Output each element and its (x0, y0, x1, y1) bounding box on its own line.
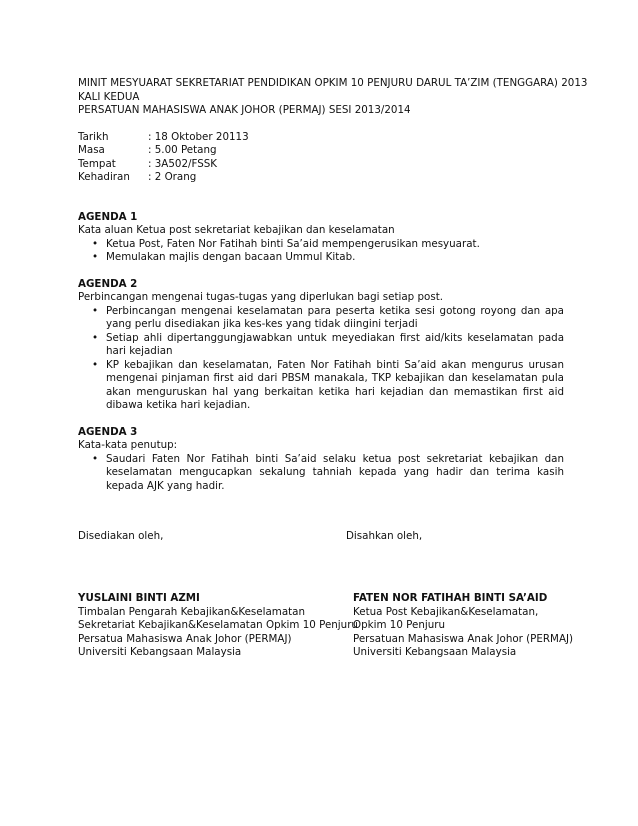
agenda-intro: Kata aluan Ketua post sekretariat kebajikan dan keselamatan (78, 224, 395, 236)
agenda-2 (78, 278, 564, 413)
meta-value: : 5.00 Petang (148, 144, 217, 156)
signature-block-left (78, 592, 358, 660)
meta-label: Tarikh (78, 130, 109, 143)
signatory-title: Timbalan Pengarah Kebajikan&Keselamatan (78, 605, 306, 618)
list-item: • Perbincangan mengenai keselamatan para peserta ketika sesi gotong royong dan apa yang perlu disediakan jika kes-kes yang tidak diingini terjadi (106, 305, 564, 332)
meta-row-place (78, 158, 564, 172)
meta-row-attendance (78, 171, 564, 185)
meta-value: : 2 Orang (148, 171, 197, 183)
signatory-organization: Persatua Mahasiswa Anak Johor (PERMAJ) (78, 632, 292, 645)
list-item: • Memulakan majlis dengan bacaan Ummul Kitab. (106, 251, 564, 265)
approved-by-label: Disahkan oleh, (346, 530, 423, 542)
agenda-heading: AGENDA 1 (78, 210, 138, 223)
agenda-3 (78, 426, 564, 494)
list-item: • Saudari Faten Nor Fatihah binti Sa’aid selaku ketua post sekretariat kebajikan dan keselamatan mengucapkan sekalung tahniah kepada yang hadir dan terima kasih kepada AJK yang hadir. (106, 453, 564, 494)
signatory-name: FATEN NOR FATIHAH BINTI SA’AID (353, 592, 548, 604)
list-item: • Ketua Post, Faten Nor Fatihah binti Sa’aid mempengerusikan mesyuarat. (106, 238, 564, 252)
agenda-bullet-list (78, 238, 564, 265)
agenda-intro: Kata-kata penutup: (78, 439, 178, 451)
signatory-organization: Persatuan Mahasiswa Anak Johor (PERMAJ) (353, 632, 574, 645)
agenda-bullet-list (78, 453, 564, 494)
signatory-name: YUSLAINI BINTI AZMI (78, 592, 200, 604)
list-item: • Setiap ahli dipertanggungjawabkan untuk meyediakan first aid/kits keselamatan pada hari kejadian (106, 332, 564, 359)
list-item: • KP kebajikan dan keselamatan, Faten Nor Fatihah binti Sa’aid akan mengurus urusan mengenai pinjaman first aid dari PBSM manakala, TKP kebajikan dan keselamatan pula akan menguruskan hal yang berkaitan ketika hari kejadian dan memastikan first aid dibawa ketika hari kejadian. (106, 359, 564, 413)
signature-block-right (353, 592, 573, 660)
agenda-1 (78, 211, 564, 265)
signatory-unit: Sekretariat Kebajikan&Keselamatan Opkim 10 Penjuru (78, 619, 358, 631)
meta-row-date (78, 131, 564, 145)
document-organization: PERSATUAN MAHASISWA ANAK JOHOR (PERMAJ) SESI 2013/2014 (78, 104, 411, 116)
meeting-details (78, 131, 564, 185)
agenda-heading: AGENDA 3 (78, 425, 138, 438)
meta-value: : 18 Oktober 20113 (148, 130, 249, 143)
agenda-bullet-list (78, 305, 564, 413)
meta-label: Kehadiran (78, 171, 130, 183)
meta-row-time (78, 144, 564, 158)
meta-label: Masa (78, 144, 105, 156)
agenda-heading: AGENDA 2 (78, 277, 138, 290)
signatory-university: Universiti Kebangsaan Malaysia (78, 646, 242, 658)
document-title: MINIT MESYUARAT SEKRETARIAT PENDIDIKAN OPKIM 10 PENJURU DARUL TA’ZIM (TENGGARA) 2013 (78, 77, 588, 89)
signatory-title: Ketua Post Kebajikan&Keselamatan, (353, 605, 539, 618)
meta-label: Tempat (78, 157, 116, 170)
meta-value: : 3A502/FSSK (148, 157, 218, 170)
signatory-university: Universiti Kebangsaan Malaysia (353, 646, 517, 658)
prepared-by-label: Disediakan oleh, (78, 530, 164, 542)
agenda-intro: Perbincangan mengenai tugas-tugas yang diperlukan bagi setiap post. (78, 291, 444, 303)
document-body (78, 77, 588, 493)
document-subtitle: KALI KEDUA (78, 90, 140, 103)
signatory-unit: Opkim 10 Penjuru (353, 619, 445, 631)
